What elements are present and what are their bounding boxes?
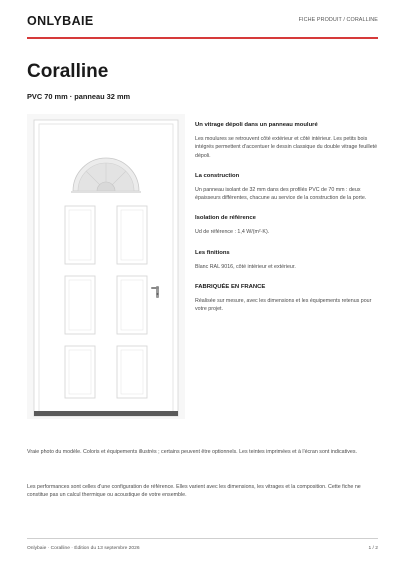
section-body: Les moulures se retrouvent côté extérieur et côté intérieur. Les petits bois intégrés permettent d'accentuer le dessin classique du double vitrage feuilleté dépoli. bbox=[195, 136, 378, 159]
header-accent-rule bbox=[27, 37, 378, 39]
section-title: FABRIQUÉE EN FRANCE bbox=[195, 284, 266, 291]
feature-sections bbox=[195, 121, 380, 326]
performance-disclaimer: Les performances sont celles d'une configuration de référence. Elles varient avec les dimensions, les vitrages et la composition. Cette fiche ne constitue pas un calcul thermique ou acoustique de votre ensemble. bbox=[27, 484, 361, 499]
section-title: Un vitrage dépoli dans un panneau mouluré bbox=[195, 122, 318, 128]
feature-section-construction bbox=[195, 172, 380, 203]
feature-section-finitions bbox=[195, 249, 380, 271]
feature-section-vitrage bbox=[195, 121, 380, 160]
photo-disclaimer: Vraie photo du modèle. Coloris et équipements illustrés ; certains peuvent être optionnels. Les teintes imprimées et à l'écran sont indicatives. bbox=[27, 449, 357, 455]
door-threshold bbox=[34, 411, 178, 416]
product-title: Coralline bbox=[27, 61, 109, 82]
page-header bbox=[27, 14, 378, 38]
product-subtitle: PVC 70 mm · panneau 32 mm bbox=[27, 92, 131, 101]
section-title: Les finitions bbox=[195, 249, 230, 256]
section-body: Un panneau isolant de 32 mm dans des profilés PVC de 70 mm : deux épaisseurs différentes, chacune au service de la construction de la porte. bbox=[195, 186, 367, 202]
door-illustration bbox=[27, 114, 185, 419]
section-body: Ud de référence : 1,4 W/(m²·K). bbox=[195, 229, 270, 236]
feature-section-isolation bbox=[195, 214, 380, 236]
footer-rule bbox=[27, 538, 378, 539]
header-section-label: FICHE PRODUIT / CORALLINE bbox=[298, 17, 378, 23]
section-title: Isolation de référence bbox=[195, 215, 256, 222]
section-title: La construction bbox=[195, 172, 240, 179]
section-body: Réalisée sur mesure, avec les dimensions et les équipements retenus pour votre projet. bbox=[195, 298, 372, 313]
feature-section-fabrication bbox=[195, 283, 380, 314]
footer-edition: Onlybaie · Coralline · Édition du 13 septembre 2026 bbox=[27, 546, 140, 551]
page-number: 1 / 2 bbox=[368, 546, 378, 551]
section-body: Blanc RAL 9016, côté intérieur et extérieur. bbox=[195, 263, 296, 270]
brand-logo-text: ONLYBAIE bbox=[27, 14, 94, 28]
door-photo bbox=[27, 114, 185, 419]
